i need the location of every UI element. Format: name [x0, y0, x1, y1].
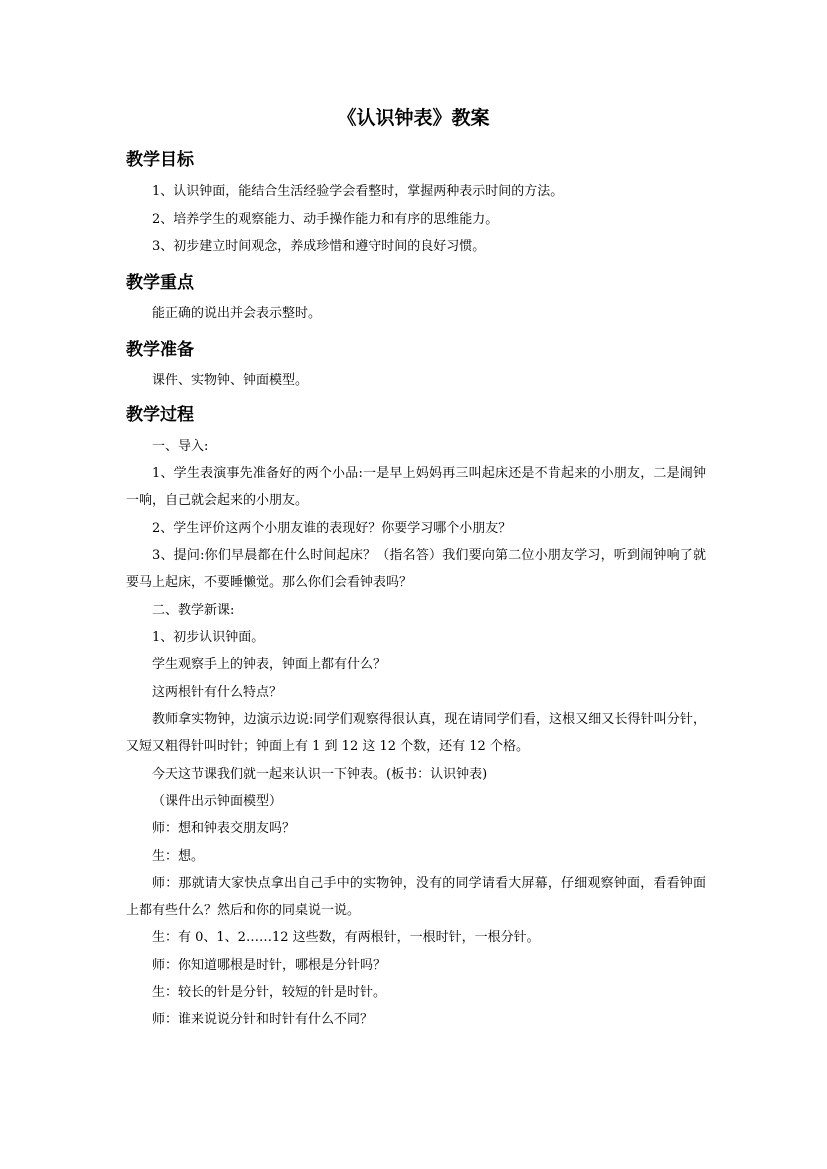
- paragraph: 生：有 0、1、2……12 这些数，有两根针，一根时针，一根分针。: [152, 930, 540, 945]
- paragraph: 学生观察手上的钟表，钟面上都有什么？: [152, 657, 387, 672]
- paragraph: 二、教学新课:: [152, 603, 235, 618]
- paragraph: 一、导入:: [152, 439, 209, 454]
- paragraph: 能正确的说出并会表示整时。: [152, 306, 322, 321]
- section-heading-preparation: 教学准备: [126, 340, 194, 360]
- paragraph: 生：较长的针是分针，较短的针是时针。: [152, 985, 387, 1000]
- paragraph: 2、学生评价这两个小朋友谁的表现好？你要学习哪个小朋友？: [152, 521, 512, 536]
- paragraph: 3、初步建立时间观念，养成珍惜和遵守时间的良好习惯。: [152, 239, 486, 254]
- paragraph: 师：谁来说说分针和时针有什么不同？: [152, 1012, 374, 1027]
- paragraph: 师：那就请大家快点拿出自己手中的实物钟，没有的同学请看大屏幕，仔细观察钟面，看看钟面上都有些什么？然后和你的同桌说一说。: [126, 876, 706, 918]
- paragraph: 这两根针有什么特点？: [152, 685, 283, 700]
- section-heading-key-points: 教学重点: [126, 273, 194, 293]
- paragraph: 1、学生表演事先准备好的两个小品:一是早上妈妈再三叫起床还是不肯起来的小朋友，二是闹钟一响，自己就会起来的小朋友。: [126, 466, 706, 508]
- paragraph: 2、培养学生的观察能力、动手操作能力和有序的思维能力。: [152, 212, 499, 227]
- paragraph: 课件、实物钟、钟面模型。: [152, 373, 309, 388]
- paragraph: （课件出示钟面模型）: [152, 794, 283, 809]
- paragraph: 今天这节课我们就一起来认识一下钟表。(板书：认识钟表): [152, 767, 488, 782]
- section-heading-process: 教学过程: [126, 405, 194, 425]
- paragraph: 师：想和钟表交朋友吗？: [152, 821, 296, 836]
- paragraph: 1、认识钟面，能结合生活经验学会看整时，掌握两种表示时间的方法。: [152, 184, 564, 199]
- paragraph: 生：想。: [152, 849, 205, 864]
- paragraph: 1、初步认识钟面。: [152, 630, 265, 645]
- paragraph: 师：你知道哪根是时针，哪根是分针吗？: [152, 958, 387, 973]
- section-heading-objectives: 教学目标: [126, 150, 194, 170]
- paragraph: 3、提问:你们早晨都在什么时间起床？（指名答）我们要向第二位小朋友学习，听到闹钟响了就要马上起床，不要睡懒觉。那么你们会看钟表吗？: [126, 548, 706, 590]
- document-title: 《认识钟表》教案: [337, 107, 490, 129]
- paragraph: 教师拿实物钟，边演示边说:同学们观察得很认真，现在请同学们看，这根又细又长得针叫分针，又短又粗得针叫时针；钟面上有 1 到 12 这 12 个数，还有 12 个格。: [126, 712, 706, 754]
